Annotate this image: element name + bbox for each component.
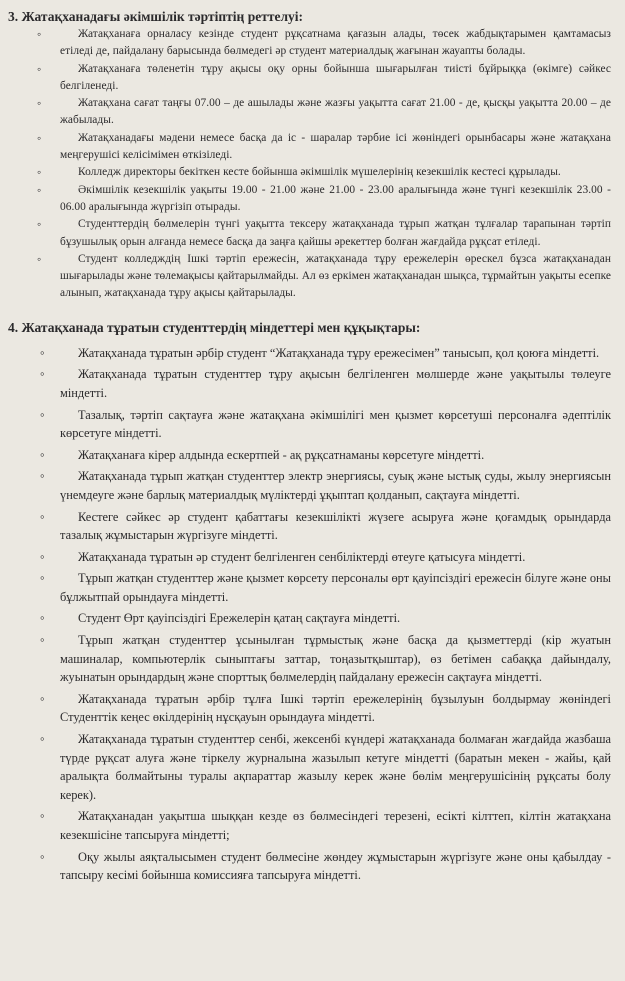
list-item: ◦ Жатақханада тұратын әрбір тұлға Ішкі тәртіп ережелерінің бұзылуын болдырмау жөніндегі Студенттік кеңес өкілдерінің нұсқауын орындауға міндетті. xyxy=(8,690,611,727)
list-item: ◦ Студенттердің бөлмелерін түнгі уақытта тексеру жатақханада тұрып жатқан тұлғалар тарапынан тәртіп бұзушылық орын алғанда немесе басқа да заңға қайшы әрекеттер болған жағдайда рұқсат етіледі. xyxy=(8,216,611,251)
list-item: ◦ Жатақханада тұратын әрбір студент “Жатақханада тұру ережесімен” танысып, қол қоюға міндетті. xyxy=(8,344,611,363)
list-item: ◦ Кестеге сәйкес әр студент қабаттағы кезекшілікті жүзеге асыруға және қоғамдық орындарда тазалық жұмыстарын жүргізуге міндетті. xyxy=(8,508,611,545)
list-item: ◦ Колледж директоры бекіткен кесте бойынша әкімшілік мүшелерінің кезекшілік кестесі құрылады. xyxy=(8,164,611,181)
list-item: ◦ Жатақханада тұрып жатқан студенттер электр энергиясы, суық және ыстық суды, жылу энергиясын үнемдеуге және барлық материалдық мүліктерді ұқыптап қолданып, сақтауға міндетті. xyxy=(8,467,611,504)
list-item: ◦ Студент Өрт қауіпсіздігі Ережелерін қатаң сақтауға міндетті. xyxy=(8,609,611,628)
section-4-list xyxy=(8,344,611,885)
list-item: ◦ Жатақханадан уақытша шыққан кезде өз бөлмесіндегі терезені, есікті кілттеп, кілтін жатақхана кезекшісіне тапсыруға міндетті; xyxy=(8,807,611,844)
list-item: ◦ Жатақханаға кірер алдында ескертпей - ақ рұқсатнаманы көрсетуге міндетті. xyxy=(8,446,611,465)
list-item: ◦ Оқу жылы аяқталысымен студент бөлмесіне жөндеу жұмыстарын жүргізуге және оны қабылдау - тапсыру кесімі бойынша комиссияға тапсыруға міндетті. xyxy=(8,848,611,885)
list-item: ◦ Жатақханада тұратын студенттер сенбі, жексенбі күндері жатақханада болмаған жағдайда жазбаша түрде рұқсат алуға және тіркелу журналына жазылып кетуге міндетті (баратын мекен - жайы, қай аралықта болмайтыны туралы ақпараттар жазылу керек және бөлім меңгерушісінің рұқсаты болу керек). xyxy=(8,730,611,804)
list-item: ◦ Студент колледждің Ішкі тәртіп ережесін, жатақханада тұру ережелерін өрескел бұзса жатақханадан шығарылады және төлемақысы қайтарылмайды. Ал өз еркімен жатақханадан шықса, тұрмайтын уақыты есепке алынып, жатақханада тұру ақысы қайтарылады. xyxy=(8,251,611,303)
section-3-list xyxy=(8,26,611,303)
list-item: ◦ Жатақхана сағат таңғы 07.00 – де ашылады және жазғы уақытта сағат 21.00 - де, қысқы уақытта 20.00 – де жабылады. xyxy=(8,95,611,130)
list-item: ◦ Әкімшілік кезекшілік уақыты 19.00 - 21.00 және 21.00 - 23.00 аралығында және түнгі кезекшілік 23.00 - 06.00 аралығында жүргізіп отырады. xyxy=(8,182,611,217)
list-item: ◦ Жатақханаға төленетін тұру ақысы оқу орны бойынша шығарылған тиісті бұйрыққа (өкімге) сәйкес белгіленеді. xyxy=(8,61,611,96)
list-item: ◦ Тұрып жатқан студенттер ұсынылған тұрмыстық және басқа да қызметтерді (кір жуатын машиналар, компьютерлік сыныптағы заттар, тоңазытқыштар), өз бетімен сабаққа дайындалу, жуынатын орындардың және спорттық бөлмелердің пайдалану ережесін сақтауға міндетті. xyxy=(8,631,611,687)
list-item: ◦ Тазалық, тәртіп сақтауға және жатақхана әкімшілігі мен қызмет көрсетуші персоналға әдептілік көрсетуге міндетті. xyxy=(8,406,611,443)
list-item: ◦ Жатақханада тұратын студенттер тұру ақысын белгіленген мөлшерде және уақытылы төлеуге міндетті. xyxy=(8,365,611,402)
section-4-title: 4. Жатақханада тұратын студенттердің міндеттері мен құқықтары: xyxy=(8,319,421,335)
list-item: ◦ Жатақханаға орналасу кезінде студент рұқсатнама қағазын алады, төсек жабдықтарымен қамтамасыз етіледі де, пайдалану барысында бөлмедегі әр студент материалдық жағынан жауапты болады. xyxy=(8,26,611,61)
list-item: ◦ Жатақханадағы мәдени немесе басқа да іс - шаралар тәрбие ісі жөніндегі орынбасары және жатақхана меңгерушісі келісімімен өткізіледі. xyxy=(8,130,611,165)
list-item: ◦ Тұрып жатқан студенттер және қызмет көрсету персоналы өрт қауіпсіздігі ережесін білуге және оны бұлжытпай орындауға міндетті. xyxy=(8,569,611,606)
section-3-title: 3. Жатақханадағы әкімшілік тәртіптің реттелуі: xyxy=(8,9,304,24)
list-item: ◦ Жатақханада тұратын әр студент белгіленген сенбіліктерді өтеуге қатысуға міндетті. xyxy=(8,548,611,567)
